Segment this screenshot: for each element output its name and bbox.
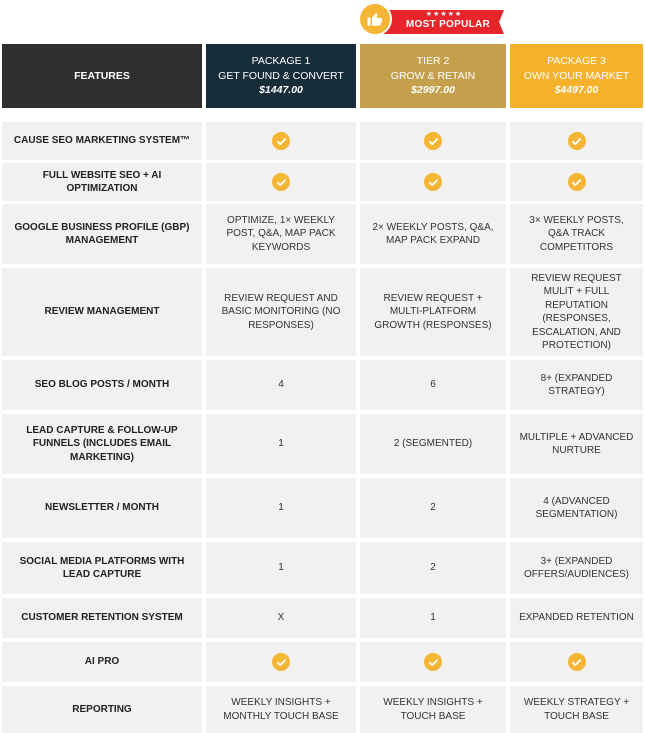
package-1-tagline: GET FOUND & CONVERT xyxy=(218,69,344,82)
table-header-row xyxy=(2,44,643,108)
table-row xyxy=(2,686,643,733)
package-3-name: PACKAGE 3 xyxy=(547,55,606,68)
badge-stars: ★★★★★ xyxy=(425,11,463,18)
package-value: EXPANDED RETENTION xyxy=(510,598,643,638)
package-value: 1 xyxy=(206,478,356,538)
package-value: 6 xyxy=(360,360,506,410)
package-value: 2× WEEKLY POSTS, Q&A, MAP PACK EXPAND xyxy=(360,204,506,264)
package-value: 1 xyxy=(360,598,506,638)
included-cell xyxy=(510,642,643,682)
included-cell xyxy=(360,163,506,201)
feature-name: REPORTING xyxy=(2,686,202,733)
package-value: 8+ (EXPANDED STRATEGY) xyxy=(510,360,643,410)
package-1-name: PACKAGE 1 xyxy=(251,55,311,68)
package-3-tagline: OWN YOUR MARKET xyxy=(523,69,630,82)
package-value: 4 xyxy=(206,360,356,410)
table-row xyxy=(2,268,643,356)
package-3-price: $4497.00 xyxy=(554,84,599,97)
feature-name: NEWSLETTER / MONTH xyxy=(2,478,202,538)
package-value: 4 (ADVANCED SEGMENTATION) xyxy=(510,478,643,538)
tier-2-price: $2997.00 xyxy=(411,84,455,97)
table-row xyxy=(2,204,643,264)
included-cell xyxy=(510,122,643,160)
feature-name: LEAD CAPTURE & FOLLOW-UP FUNNELS (INCLUDES EMAIL MARKETING) xyxy=(2,414,202,474)
package-value: REVIEW REQUEST MULIT + FULL REPUTATION (RESPONSES, ESCALATION, AND PROTECTION) xyxy=(510,268,643,356)
included-cell xyxy=(206,163,356,201)
table-row xyxy=(2,360,643,410)
feature-name: SOCIAL MEDIA PLATFORMS WITH LEAD CAPTURE xyxy=(2,542,202,594)
package-value: 2 xyxy=(360,542,506,594)
package-value: WEEKLY INSIGHTS + TOUCH BASE xyxy=(360,686,506,733)
table-row xyxy=(2,542,643,594)
tier-2-name: TIER 2 xyxy=(416,55,450,68)
feature-name: CUSTOMER RETENTION SYSTEM xyxy=(2,598,202,638)
check-icon xyxy=(272,653,290,671)
package-value: 2 xyxy=(360,478,506,538)
check-icon xyxy=(272,173,290,191)
package-value: OPTIMIZE, 1× WEEKLY POST, Q&A, MAP PACK KEYWORDS xyxy=(206,204,356,264)
check-icon xyxy=(568,132,586,150)
table-row xyxy=(2,642,643,682)
package-1-price: $1447.00 xyxy=(259,84,303,97)
check-icon xyxy=(424,132,442,150)
table-row xyxy=(2,598,643,638)
feature-name: REVIEW MANAGEMENT xyxy=(2,268,202,356)
check-icon xyxy=(568,653,586,671)
feature-name: FULL WEBSITE SEO + AI OPTIMIZATION xyxy=(2,163,202,201)
package-value: 1 xyxy=(206,542,356,594)
package-value: REVIEW REQUEST + MULTI-PLATFORM GROWTH (RESPONSES) xyxy=(360,268,506,356)
table-row xyxy=(2,414,643,474)
package-value: 3× WEEKLY POSTS, Q&A TRACK COMPETITORS xyxy=(510,204,643,264)
package-value: REVIEW REQUEST AND BASIC MONITORING (NO RESPONSES) xyxy=(206,268,356,356)
feature-name: SEO BLOG POSTS / MONTH xyxy=(2,360,202,410)
most-popular-badge xyxy=(358,2,506,38)
package-1-header xyxy=(206,44,356,108)
feature-name: CAUSE SEO MARKETING SYSTEM™ xyxy=(2,122,202,160)
check-icon xyxy=(568,173,586,191)
included-cell xyxy=(360,642,506,682)
package-value: 2 (SEGMENTED) xyxy=(360,414,506,474)
table-row xyxy=(2,163,643,201)
package-value: X xyxy=(206,598,356,638)
included-cell xyxy=(206,122,356,160)
features-header: FEATURES xyxy=(2,44,202,108)
tier-2-tagline: GROW & RETAIN xyxy=(390,69,476,82)
included-cell xyxy=(360,122,506,160)
table-row xyxy=(2,122,643,160)
package-value: WEEKLY INSIGHTS + MONTHLY TOUCH BASE xyxy=(206,686,356,733)
feature-name: GOOGLE BUSINESS PROFILE (GBP) MANAGEMENT xyxy=(2,204,202,264)
thumbs-up-icon xyxy=(358,2,392,36)
package-3-header xyxy=(510,44,643,108)
included-cell xyxy=(510,163,643,201)
feature-name: AI PRO xyxy=(2,642,202,682)
check-icon xyxy=(424,173,442,191)
check-icon xyxy=(272,132,290,150)
package-value: 3+ (EXPANDED OFFERS/AUDIENCES) xyxy=(510,542,643,594)
check-icon xyxy=(424,653,442,671)
included-cell xyxy=(206,642,356,682)
package-value: WEEKLY STRATEGY + TOUCH BASE xyxy=(510,686,643,733)
package-value: MULTIPLE + ADVANCED NURTURE xyxy=(510,414,643,474)
tier-2-header xyxy=(360,44,506,108)
table-row xyxy=(2,478,643,538)
badge-label: MOST POPULAR xyxy=(405,19,491,30)
package-value: 1 xyxy=(206,414,356,474)
